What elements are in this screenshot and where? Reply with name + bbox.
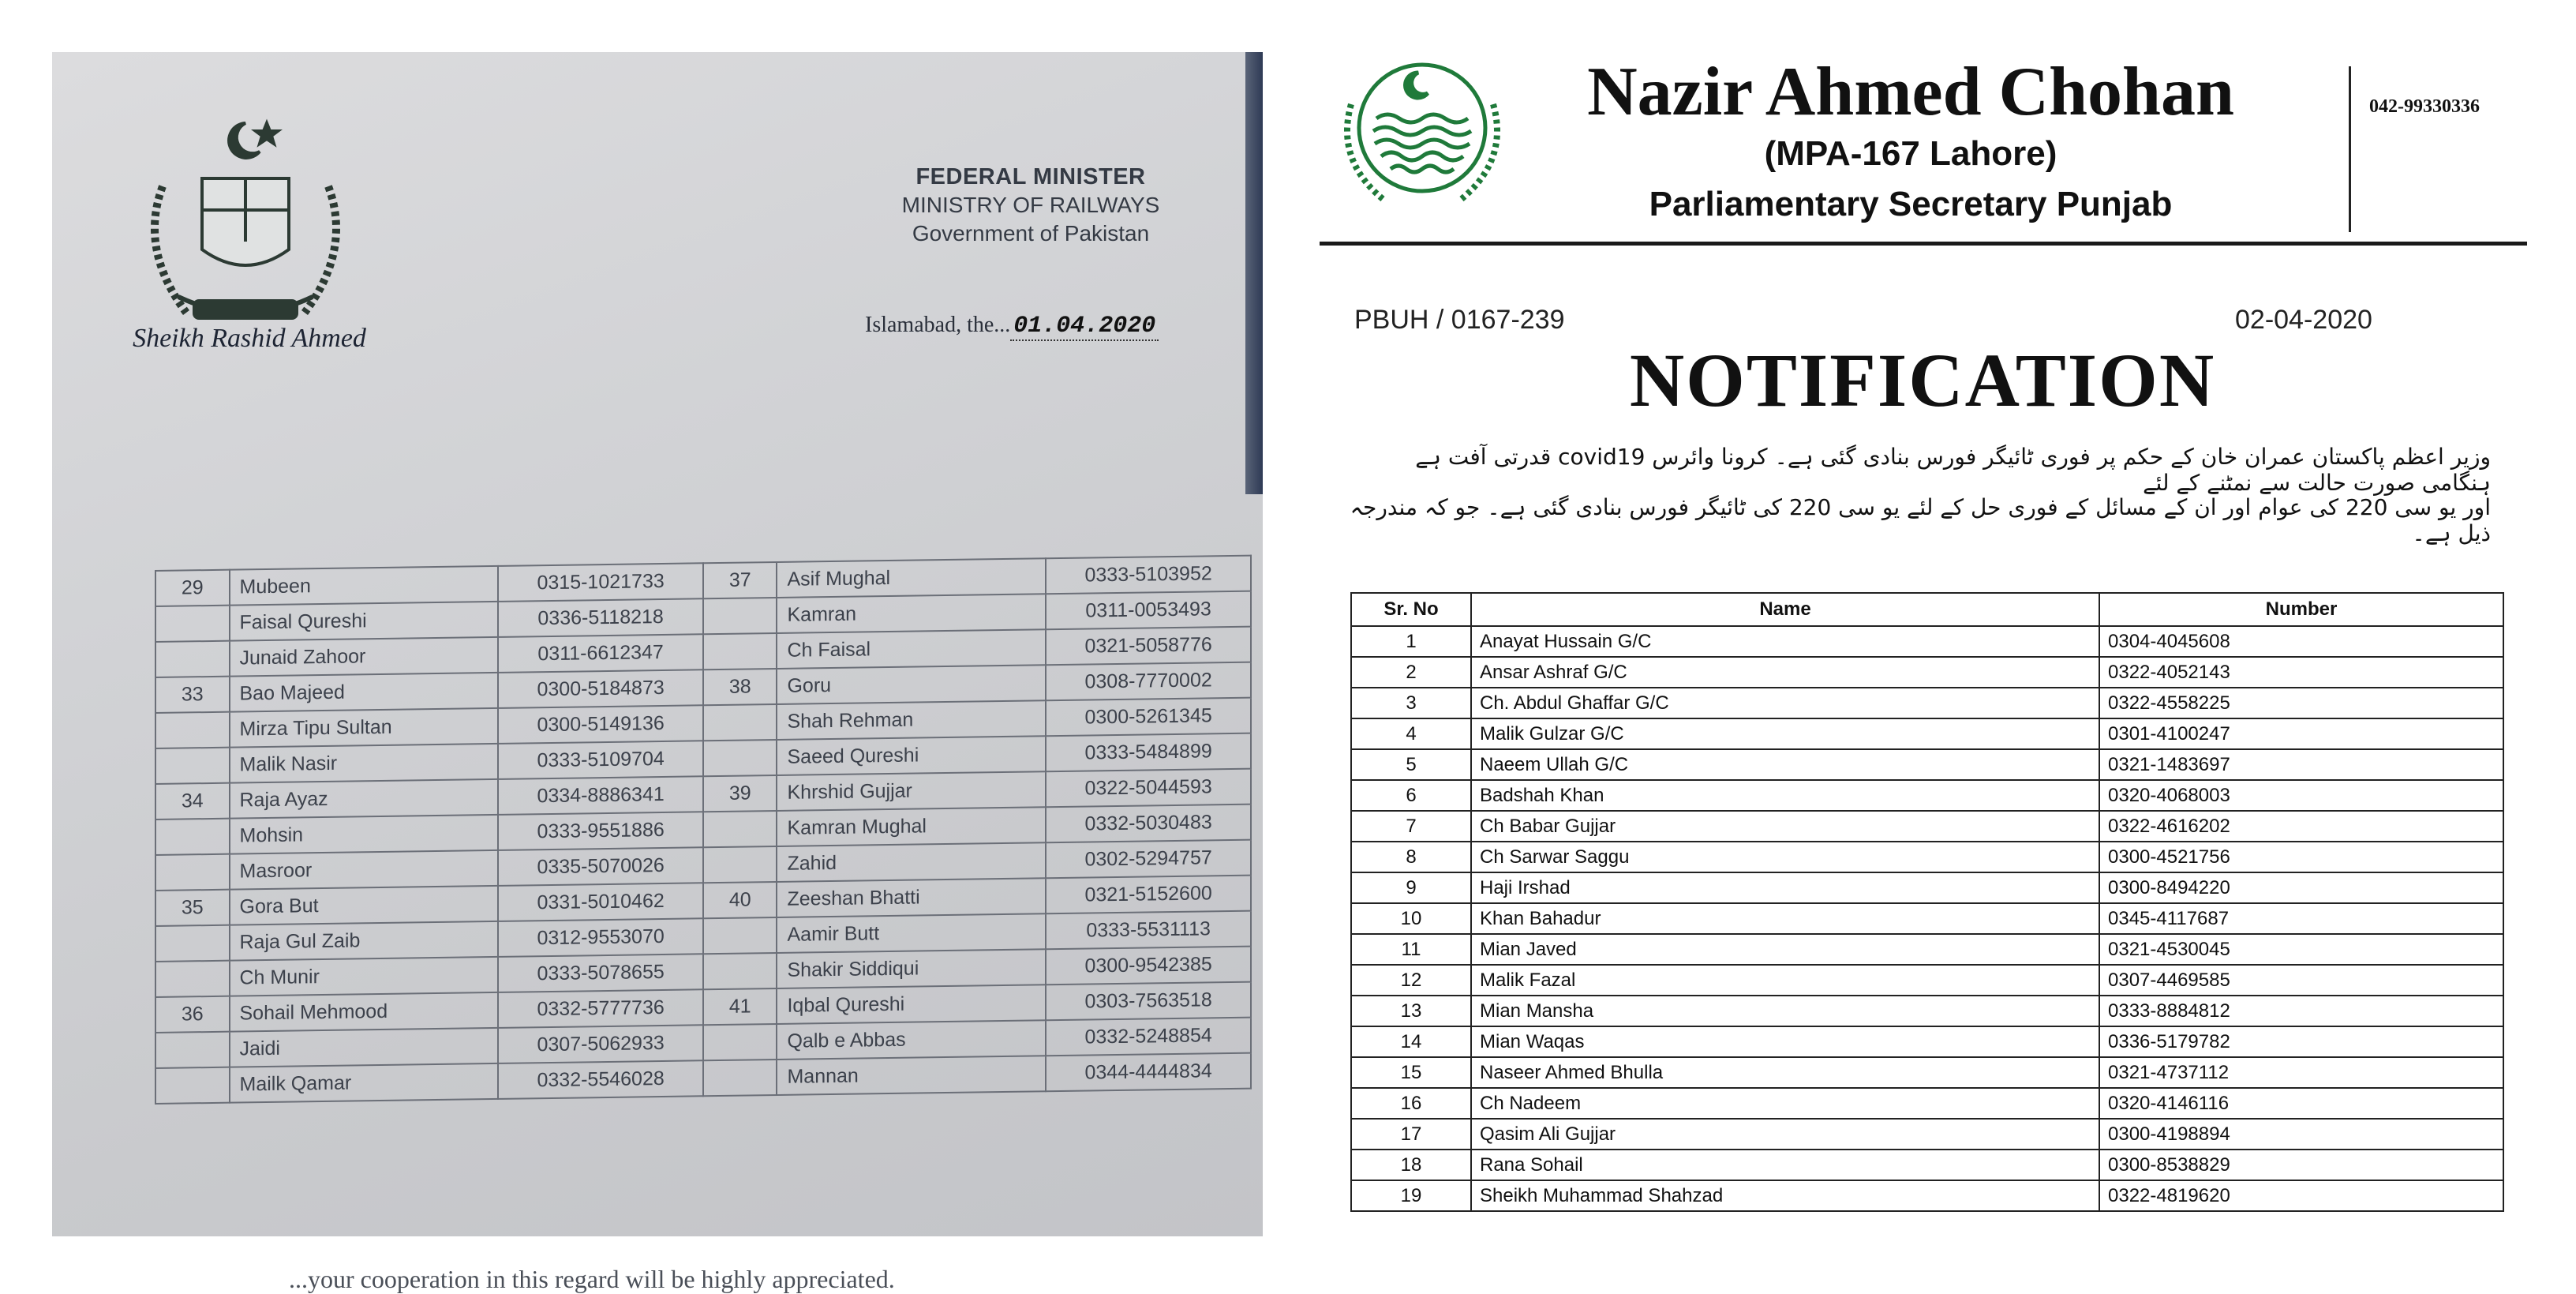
urdu-paragraph-line-1: وزیر اعظم پاکستان عمران خان کے حکم پر فوری ٹائیگر فورس بنادی گئی ہے۔ کرونا وائرس covid19 قدرتی آفت ہے ہنگامی صورت حالت سے نمٹنے کے لئے xyxy=(1415,444,2491,496)
member-phone-left: 0333-5109704 xyxy=(498,741,703,779)
group-number-right: 38 xyxy=(703,669,777,705)
member-name: Malik Fazal xyxy=(1471,965,2099,996)
column-header-name: Name xyxy=(1471,593,2099,626)
member-name-right: Zeeshan Bhatti xyxy=(777,878,1046,917)
member-name: Sheikh Muhammad Shahzad xyxy=(1471,1180,2099,1211)
serial-number: 19 xyxy=(1351,1180,1471,1211)
header-name: Nazir Ahmed Chohan xyxy=(1587,54,2234,130)
member-phone-left: 0307-5062933 xyxy=(498,1025,703,1063)
member-name: Badshah Khan xyxy=(1471,780,2099,811)
pakistan-state-emblem-icon xyxy=(115,99,376,360)
dateline-prefix: Islamabad, the... xyxy=(865,313,1011,337)
member-phone: 0300-4198894 xyxy=(2099,1119,2503,1150)
table-row xyxy=(1351,657,2503,688)
member-name-right: Asif Mughal xyxy=(777,558,1046,598)
member-phone: 0320-4146116 xyxy=(2099,1088,2503,1119)
member-phone-right: 0333-5103952 xyxy=(1046,556,1251,594)
member-phone-right: 0300-9542385 xyxy=(1046,947,1251,985)
member-name-right: Qalb e Abbas xyxy=(777,1020,1046,1060)
group-number-right xyxy=(703,953,777,989)
member-name: Ch Babar Gujjar xyxy=(1471,811,2099,842)
group-number-left xyxy=(155,961,230,997)
group-number-right xyxy=(703,846,777,883)
member-name-right: Aamir Butt xyxy=(777,913,1046,953)
group-number-left: 35 xyxy=(155,890,230,926)
header-constituency: (MPA-167 Lahore) xyxy=(1764,134,2057,173)
group-number-left xyxy=(155,641,230,677)
member-phone: 0307-4469585 xyxy=(2099,965,2503,996)
group-number-left xyxy=(155,925,230,962)
member-name-left: Gora But xyxy=(230,886,499,925)
member-name: Qasim Ali Gujjar xyxy=(1471,1119,2099,1150)
group-number-right: 39 xyxy=(703,775,777,812)
member-phone-left: 0300-5184873 xyxy=(498,670,703,708)
member-name: Ansar Ashraf G/C xyxy=(1471,657,2099,688)
group-number-right xyxy=(703,917,777,954)
member-name: Naseer Ahmed Bhulla xyxy=(1471,1057,2099,1088)
group-number-right xyxy=(703,598,777,634)
member-name-left: Mirza Tipu Sultan xyxy=(230,708,499,748)
member-phone: 0320-4068003 xyxy=(2099,780,2503,811)
punjab-government-logo-icon xyxy=(1327,49,1517,215)
header-rule xyxy=(1320,242,2527,246)
serial-number: 3 xyxy=(1351,688,1471,718)
member-name-right: Saeed Qureshi xyxy=(777,736,1046,775)
member-phone-left: 0333-9551886 xyxy=(498,812,703,850)
column-header-number: Number xyxy=(2099,593,2503,626)
member-phone: 0322-4558225 xyxy=(2099,688,2503,718)
group-number-left xyxy=(155,854,230,891)
serial-number: 15 xyxy=(1351,1057,1471,1088)
member-phone: 0322-4616202 xyxy=(2099,811,2503,842)
member-name-left: Junaid Zahoor xyxy=(230,637,499,677)
member-name-left: Bao Majeed xyxy=(230,673,499,712)
member-phone-left: 0331-5010462 xyxy=(498,883,703,921)
serial-number: 14 xyxy=(1351,1026,1471,1057)
group-number-left xyxy=(155,748,230,784)
member-name-left: Jaidi xyxy=(230,1028,499,1067)
serial-number: 12 xyxy=(1351,965,1471,996)
member-phone: 0300-8494220 xyxy=(2099,872,2503,903)
group-number-right xyxy=(703,811,777,847)
table-row xyxy=(1351,1119,2503,1150)
group-number-right xyxy=(703,633,777,670)
member-name: Mian Waqas xyxy=(1471,1026,2099,1057)
member-phone-left: 0332-5777736 xyxy=(498,989,703,1028)
table-row xyxy=(1351,1150,2503,1180)
tiger-force-member-table xyxy=(1350,592,2504,1212)
member-phone: 0336-5179782 xyxy=(2099,1026,2503,1057)
group-number-left xyxy=(155,712,230,748)
group-number-right xyxy=(703,1060,777,1096)
member-phone-left: 0333-5078655 xyxy=(498,954,703,992)
table-row xyxy=(1351,688,2503,718)
member-phone-right: 0308-7770002 xyxy=(1046,662,1251,701)
member-name: Malik Gulzar G/C xyxy=(1471,718,2099,749)
table-row xyxy=(1351,996,2503,1026)
railways-letter xyxy=(52,52,1263,1293)
group-number-right: 40 xyxy=(703,882,777,918)
group-number-left: 36 xyxy=(155,996,230,1033)
member-name-left: Malik Nasir xyxy=(230,744,499,783)
member-phone-right: 0344-4444834 xyxy=(1046,1053,1251,1092)
member-name-left: Faisal Qureshi xyxy=(230,602,499,641)
office-block xyxy=(810,163,1252,248)
member-phone: 0345-4117687 xyxy=(2099,903,2503,934)
table-row xyxy=(1351,1026,2503,1057)
table-row xyxy=(1351,842,2503,872)
member-phone: 0300-8538829 xyxy=(2099,1150,2503,1180)
member-phone-right: 0321-5058776 xyxy=(1046,627,1251,666)
member-phone: 0300-4521756 xyxy=(2099,842,2503,872)
serial-number: 18 xyxy=(1351,1150,1471,1180)
group-number-left xyxy=(155,1067,230,1104)
member-name: Ch Sarwar Saggu xyxy=(1471,842,2099,872)
member-name: Mian Javed xyxy=(1471,934,2099,965)
urdu-paragraph-line-2: اور یو سی 220 کی عوام اور ان کے مسائل کے فوری حل کے لئے یو سی 220 کی ٹائیگر فورس بنادی گئی ہے۔ جو کہ مندرجہ ذیل ہے۔ xyxy=(1350,494,2491,546)
serial-number: 2 xyxy=(1351,657,1471,688)
serial-number: 17 xyxy=(1351,1119,1471,1150)
group-number-right xyxy=(703,704,777,741)
notification-heading: NOTIFICATION xyxy=(1629,338,2216,422)
member-phone: 0321-4530045 xyxy=(2099,934,2503,965)
office-government: Government of Pakistan xyxy=(912,221,1150,246)
member-phone: 0322-4819620 xyxy=(2099,1180,2503,1211)
header-phone: 042-99330336 xyxy=(2369,96,2480,117)
office-title: FEDERAL MINISTER xyxy=(915,164,1146,189)
group-number-left: 29 xyxy=(155,570,230,606)
table-row xyxy=(1351,1088,2503,1119)
group-number-left xyxy=(155,1032,230,1068)
member-name: Naeem Ullah G/C xyxy=(1471,749,2099,780)
group-number-left xyxy=(155,606,230,642)
member-name: Haji Irshad xyxy=(1471,872,2099,903)
serial-number: 11 xyxy=(1351,934,1471,965)
serial-number: 8 xyxy=(1351,842,1471,872)
serial-number: 4 xyxy=(1351,718,1471,749)
serial-number: 9 xyxy=(1351,872,1471,903)
letter-dateline xyxy=(865,313,1159,339)
member-phone-left: 0312-9553070 xyxy=(498,918,703,957)
table-row xyxy=(1351,965,2503,996)
serial-number: 1 xyxy=(1351,626,1471,657)
member-name-left: Mohsin xyxy=(230,815,499,854)
group-number-right xyxy=(703,740,777,776)
serial-number: 10 xyxy=(1351,903,1471,934)
member-phone: 0321-1483697 xyxy=(2099,749,2503,780)
member-phone-left: 0335-5070026 xyxy=(498,847,703,886)
member-name-right: Zahid xyxy=(777,842,1046,882)
member-phone: 0304-4045608 xyxy=(2099,626,2503,657)
letter-footer-text: ...your cooperation in this regard will be highly appreciated. xyxy=(289,1265,895,1293)
member-phone-right: 0333-5531113 xyxy=(1046,911,1251,950)
member-name-right: Shakir Siddiqui xyxy=(777,949,1046,988)
signatory-name: Sheikh Rashid Ahmed xyxy=(133,324,366,353)
group-number-right xyxy=(703,1024,777,1060)
reference-number: PBUH / 0167-239 xyxy=(1354,305,1565,335)
member-name-right: Shah Rehman xyxy=(777,700,1046,740)
table-row xyxy=(1351,626,2503,657)
member-name: Khan Bahadur xyxy=(1471,903,2099,934)
member-phone-left: 0336-5118218 xyxy=(498,598,703,637)
member-name-right: Goru xyxy=(777,665,1046,704)
member-phone: 0333-8884812 xyxy=(2099,996,2503,1026)
member-name-left: Masroor xyxy=(230,850,499,890)
member-name-left: Mailk Qamar xyxy=(230,1063,499,1103)
member-name-left: Raja Gul Zaib xyxy=(230,921,499,961)
member-phone: 0322-4052143 xyxy=(2099,657,2503,688)
table-row xyxy=(1351,1180,2503,1211)
member-phone-right: 0311-0053493 xyxy=(1046,591,1251,630)
notification-date: 02-04-2020 xyxy=(2235,305,2372,335)
member-phone-right: 0300-5261345 xyxy=(1046,698,1251,737)
member-phone-right: 0332-5030483 xyxy=(1046,805,1251,843)
table-row xyxy=(1351,1057,2503,1088)
header-divider xyxy=(2349,66,2351,232)
serial-number: 13 xyxy=(1351,996,1471,1026)
table-row xyxy=(1351,934,2503,965)
member-name-left: Ch Munir xyxy=(230,957,499,996)
member-name-right: Kamran xyxy=(777,594,1046,633)
member-name: Mian Mansha xyxy=(1471,996,2099,1026)
member-phone: 0321-4737112 xyxy=(2099,1057,2503,1088)
member-phone-right: 0332-5248854 xyxy=(1046,1018,1251,1056)
group-number-left: 34 xyxy=(155,783,230,820)
member-phone-left: 0334-8886341 xyxy=(498,776,703,815)
member-name: Anayat Hussain G/C xyxy=(1471,626,2099,657)
table-row xyxy=(1351,780,2503,811)
member-phone: 0301-4100247 xyxy=(2099,718,2503,749)
member-phone-right: 0333-5484899 xyxy=(1046,733,1251,772)
group-number-left: 33 xyxy=(155,677,230,713)
member-phone-left: 0311-6612347 xyxy=(498,634,703,673)
member-name-left: Sohail Mehmood xyxy=(230,992,499,1032)
office-ministry: MINISTRY OF RAILWAYS xyxy=(901,193,1160,217)
table-row xyxy=(1351,872,2503,903)
volunteer-contact-table xyxy=(155,555,1252,1105)
serial-number: 5 xyxy=(1351,749,1471,780)
member-name-left: Raja Ayaz xyxy=(230,779,499,819)
member-phone-left: 0332-5546028 xyxy=(498,1060,703,1099)
dateline-date: 01.04.2020 xyxy=(1010,313,1159,341)
member-name-right: Iqbal Qureshi xyxy=(777,985,1046,1024)
group-number-left xyxy=(155,819,230,855)
serial-number: 16 xyxy=(1351,1088,1471,1119)
member-phone-right: 0322-5044593 xyxy=(1046,769,1251,808)
table-row xyxy=(1351,718,2503,749)
member-name: Ch. Abdul Ghaffar G/C xyxy=(1471,688,2099,718)
page-edge-shadow xyxy=(1245,52,1263,494)
table-header-row xyxy=(1351,593,2503,626)
member-phone-right: 0302-5294757 xyxy=(1046,840,1251,879)
member-name-left: Mubeen xyxy=(230,566,499,606)
member-phone-right: 0321-5152600 xyxy=(1046,876,1251,914)
member-name: Rana Sohail xyxy=(1471,1150,2099,1180)
member-name-right: Mannan xyxy=(777,1056,1046,1095)
member-phone-left: 0315-1021733 xyxy=(498,563,703,602)
member-name-right: Kamran Mughal xyxy=(777,807,1046,846)
serial-number: 6 xyxy=(1351,780,1471,811)
header-designation: Parliamentary Secretary Punjab xyxy=(1649,185,2173,223)
column-header-sr-no: Sr. No xyxy=(1351,593,1471,626)
member-phone-right: 0303-7563518 xyxy=(1046,982,1251,1021)
member-name: Ch Nadeem xyxy=(1471,1088,2099,1119)
table-row xyxy=(1351,811,2503,842)
serial-number: 7 xyxy=(1351,811,1471,842)
table-row xyxy=(1351,749,2503,780)
table-row xyxy=(1351,903,2503,934)
member-name-right: Ch Faisal xyxy=(777,629,1046,669)
group-number-right: 41 xyxy=(703,988,777,1025)
member-name-right: Khrshid Gujjar xyxy=(777,771,1046,811)
tiger-force-notification xyxy=(1315,44,2530,1236)
group-number-right: 37 xyxy=(703,562,777,598)
member-phone-left: 0300-5149136 xyxy=(498,705,703,744)
